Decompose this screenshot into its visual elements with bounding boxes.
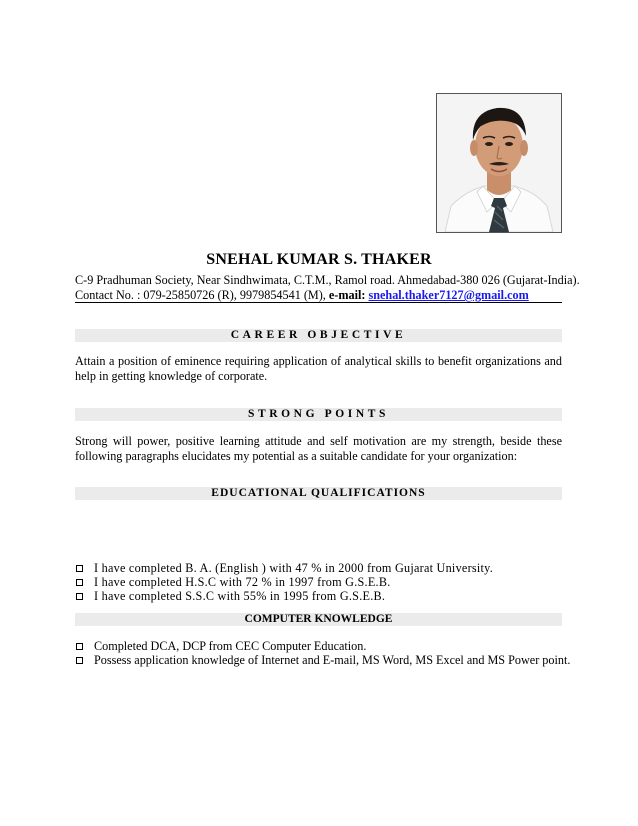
checkbox-bullet-icon [76, 657, 83, 664]
list-item: Completed DCA, DCP from CEC Computer Education. [75, 639, 562, 653]
candidate-name: SNEHAL KUMAR S. THAKER [206, 251, 432, 268]
list-item: I have completed H.S.C with 72 % in 1997 from G.S.E.B. [75, 575, 562, 589]
education-list [75, 561, 562, 603]
portrait-image [437, 94, 561, 232]
list-item: I have completed S.S.C with 55% in 1995 from G.S.E.B. [75, 589, 562, 603]
list-item: I have completed B. A. (English ) with 47 % in 2000 from Gujarat University. [75, 561, 562, 575]
section-title-education: EDUCATIONAL QUALIFICATIONS [75, 487, 562, 500]
computer-knowledge-list [75, 639, 571, 667]
list-item: Possess application knowledge of Internet and E-mail, MS Word, MS Excel and MS Power point. [75, 653, 562, 667]
email-label: e-mail: [328, 288, 366, 302]
checkbox-bullet-icon [76, 565, 83, 572]
contact-numbers: Contact No. : 079-25850726 (R), 9979854541 (M), [75, 288, 329, 302]
strong-points-text: Strong will power, positive learning attitude and self motivation are my strength, beside these following paragraphs elucidates my potential as a suitable candidate for your organization: [75, 434, 562, 463]
section-title-career-objective: CAREER OBJECTIVE [75, 329, 562, 342]
checkbox-bullet-icon [76, 643, 83, 650]
checkbox-bullet-icon [76, 579, 83, 586]
contact-line [75, 288, 529, 303]
email-link[interactable]: snehal.thaker7127@gmail.com [368, 288, 529, 302]
header-divider [75, 302, 562, 303]
section-title-strong-points: STRONG POINTS [75, 408, 562, 421]
address-line: C-9 Pradhuman Society, Near Sindhwimata, C.T.M., Ramol road. Ahmedabad-380 026 (Gujarat-India). [75, 273, 580, 287]
profile-photo [436, 93, 562, 233]
career-objective-text: Attain a position of eminence requiring application of analytical skills to benefit organizations and help in getting knowledge of corporate. [75, 354, 562, 383]
section-title-computer-knowledge: COMPUTER KNOWLEDGE [75, 613, 562, 626]
checkbox-bullet-icon [76, 593, 83, 600]
